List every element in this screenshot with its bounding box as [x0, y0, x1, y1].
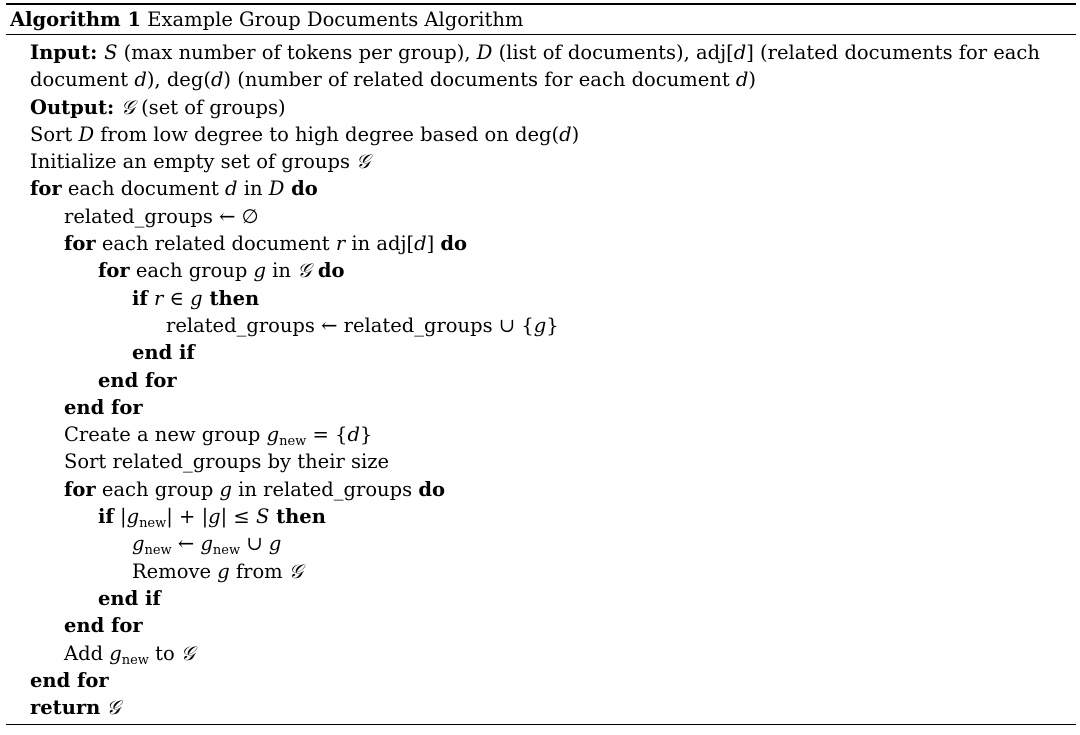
algorithm-line [6, 530, 1076, 557]
algorithm-line [6, 367, 1076, 394]
line-text: Sort related_groups by their size [64, 450, 390, 474]
line-text: related_groups ← related_groups ∪ { [166, 313, 534, 337]
line-text: g [208, 505, 221, 529]
algorithm-line [6, 694, 1076, 721]
line-text: Add [64, 641, 110, 665]
line-text: document [30, 68, 135, 92]
algorithm-line [6, 585, 1076, 612]
algorithm-line [6, 175, 1076, 202]
line-text: Remove [132, 559, 218, 583]
line-text: from [229, 559, 289, 583]
line-text: | ≤ [220, 505, 256, 529]
line-text: g [533, 313, 547, 337]
line-text: | + | [166, 505, 209, 529]
line-text: ) [571, 122, 580, 146]
line-text: 𝒢 [297, 259, 312, 283]
line-text: } [546, 313, 559, 337]
keyword: for [98, 259, 130, 283]
line-text: d [225, 177, 238, 201]
line-text: Create a new group [64, 423, 267, 447]
subscript: new [139, 516, 167, 532]
line-text: g [132, 532, 145, 556]
line-text: to [148, 641, 181, 665]
line-text: 𝒢 [120, 95, 135, 119]
line-text: in related_groups [231, 477, 419, 501]
bottom-rule [6, 724, 1076, 725]
line-text: r [335, 232, 346, 256]
keyword: end if [98, 586, 161, 610]
line-text: S [255, 505, 270, 529]
algorithm-line [6, 39, 1076, 66]
line-text: ] [426, 232, 441, 256]
keyword: end for [64, 395, 143, 419]
algorithm-caption [6, 5, 1076, 34]
line-text: ∪ [240, 532, 269, 556]
keyword: end for [64, 614, 143, 638]
line-text: D [268, 177, 285, 201]
line-text: g [200, 532, 213, 556]
keyword: if [98, 505, 114, 529]
line-text: (set of groups) [134, 95, 286, 119]
line-text: each group [129, 259, 254, 283]
subscript: new [144, 543, 172, 559]
line-text: d [733, 41, 747, 64]
line-text: related_groups ← ∅ [64, 204, 259, 228]
keyword: do [311, 259, 345, 283]
line-text: g [253, 259, 266, 283]
line-text: g [219, 477, 232, 501]
algorithm-block [6, 3, 1076, 725]
algorithm-line [6, 476, 1076, 503]
algorithm-line [6, 667, 1076, 694]
subscript: new [279, 434, 307, 450]
algorithm-line [6, 203, 1076, 230]
algorithm-body [6, 35, 1076, 721]
keyword: if [132, 286, 148, 310]
keyword: do [284, 177, 318, 201]
algorithm-line [6, 148, 1076, 175]
keyword: for [64, 232, 96, 256]
line-text: in adj[ [345, 232, 415, 256]
keyword: end for [98, 368, 177, 392]
algorithm-line [6, 285, 1076, 312]
line-text: in [237, 177, 269, 201]
algorithm-line [6, 339, 1076, 366]
algorithm-title: Example Group Documents Algorithm [147, 8, 524, 31]
line-text: d [559, 122, 572, 146]
line-text: D [78, 122, 95, 146]
line-text: (list of documents), adj[ [492, 41, 734, 64]
keyword: for [64, 477, 96, 501]
algorithm-line [6, 612, 1076, 639]
algorithm-label: Algorithm 1 [10, 8, 142, 31]
line-text: | [113, 505, 127, 529]
line-text: d [347, 423, 360, 447]
line-text: ] (related documents for each [746, 41, 1040, 64]
line-text: from low degree to high degree based on deg( [94, 122, 560, 146]
keyword: do [440, 232, 468, 256]
line-text: ) [748, 68, 756, 92]
line-text: = { [306, 423, 348, 447]
keyword: for [30, 177, 62, 201]
line-text: S [104, 41, 118, 64]
line-text: g [266, 423, 280, 447]
algorithm-line [6, 448, 1076, 475]
line-text: d [134, 68, 147, 92]
line-text: Sort [30, 122, 79, 146]
keyword: end if [132, 341, 195, 365]
line-text: each related document [95, 232, 336, 256]
line-text: each group [95, 477, 220, 501]
keyword: Output: [30, 95, 121, 119]
algorithm-line [6, 503, 1076, 530]
line-text: g [126, 505, 140, 529]
algorithm-line [6, 394, 1076, 421]
line-text: ∈ [163, 286, 191, 310]
algorithm-line [6, 121, 1076, 148]
algorithm-line [6, 421, 1076, 448]
line-text: d [735, 68, 749, 92]
algorithm-line [6, 230, 1076, 257]
line-text: 𝒢 [288, 559, 303, 583]
line-text: ) (number of related documents for each document [223, 68, 736, 92]
keyword: end for [30, 668, 109, 692]
line-text: (max number of tokens per group), [117, 41, 477, 64]
algorithm-line [6, 312, 1076, 339]
line-text: Initialize an empty set of groups [30, 150, 357, 174]
line-text: r [154, 286, 164, 310]
algorithm-line [6, 558, 1076, 585]
keyword: Input: [30, 41, 105, 64]
line-text: g [109, 641, 122, 665]
line-text: 𝒢 [180, 641, 195, 665]
keyword: do [418, 477, 445, 501]
line-text: ), deg( [146, 68, 211, 92]
line-text: ← [171, 532, 201, 556]
line-text: D [476, 41, 493, 64]
line-text: g [190, 286, 203, 310]
line-text: } [359, 423, 373, 447]
line-text: g [217, 559, 230, 583]
line-text: 𝒢 [356, 150, 371, 174]
line-text: d [414, 232, 427, 256]
keyword: return [30, 696, 101, 720]
algorithm-line [6, 640, 1076, 667]
line-text: in [265, 259, 298, 283]
subscript: new [121, 652, 149, 668]
algorithm-line [6, 257, 1076, 284]
subscript: new [212, 543, 241, 559]
keyword: then [202, 286, 260, 310]
algorithm-line [6, 94, 1076, 121]
keyword: then [269, 505, 326, 529]
line-text: 𝒢 [106, 696, 121, 720]
algorithm-line [6, 66, 1076, 93]
line-text: g [268, 532, 282, 556]
line-text: d [210, 68, 224, 92]
line-text: each document [61, 177, 226, 201]
